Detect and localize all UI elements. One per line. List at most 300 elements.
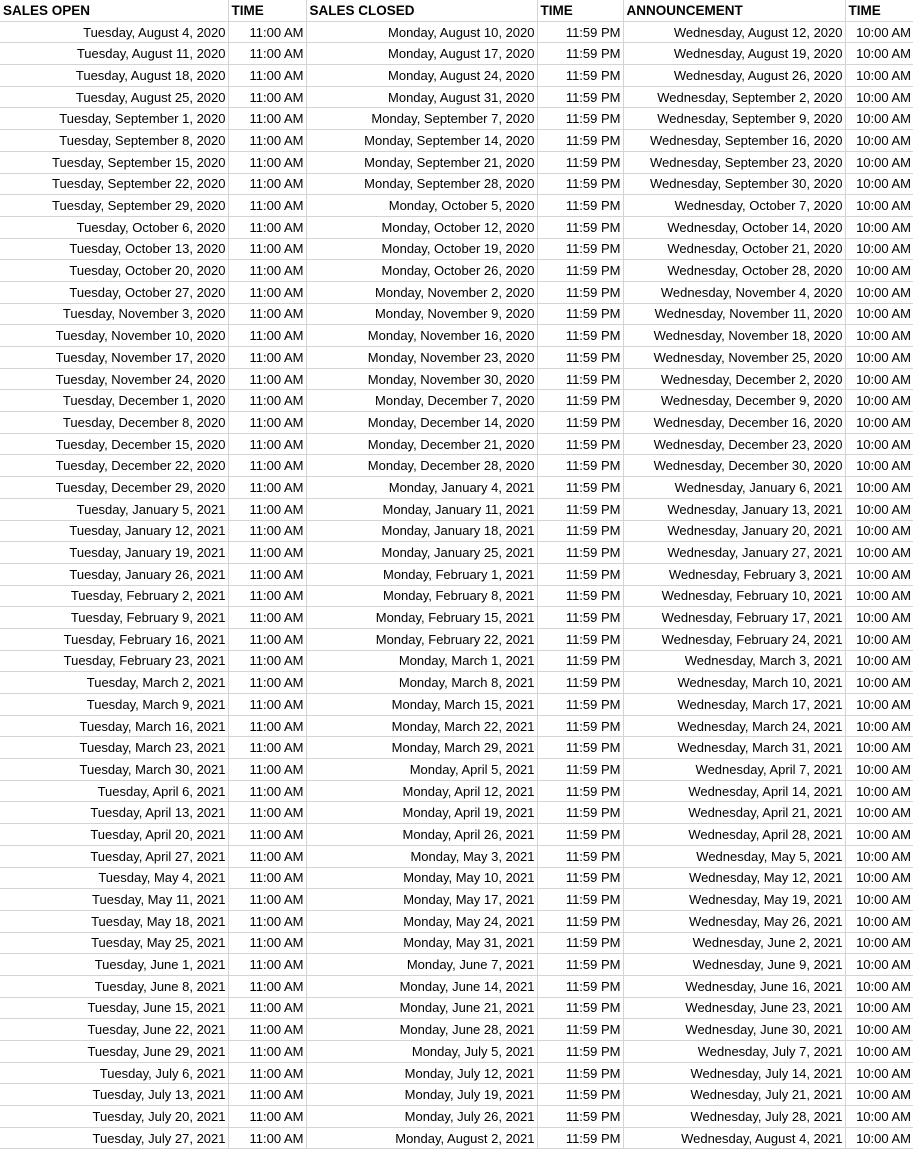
sales-open-time-cell[interactable]: 11:00 AM	[228, 455, 306, 477]
announcement-time-cell[interactable]: 10:00 AM	[845, 108, 913, 130]
header-sales-open-time[interactable]: TIME	[228, 0, 306, 21]
announcement-time-cell[interactable]: 10:00 AM	[845, 563, 913, 585]
sales-closed-time-cell[interactable]: 11:59 PM	[537, 238, 623, 260]
announcement-time-cell[interactable]: 10:00 AM	[845, 845, 913, 867]
sales-open-cell[interactable]: Tuesday, July 20, 2021	[0, 1106, 228, 1128]
announcement-time-cell[interactable]: 10:00 AM	[845, 694, 913, 716]
sales-closed-time-cell[interactable]: 11:59 PM	[537, 585, 623, 607]
announcement-time-cell[interactable]: 10:00 AM	[845, 390, 913, 412]
sales-open-cell[interactable]: Tuesday, December 8, 2020	[0, 412, 228, 434]
sales-closed-time-cell[interactable]: 11:59 PM	[537, 607, 623, 629]
announcement-time-cell[interactable]: 10:00 AM	[845, 173, 913, 195]
announcement-cell[interactable]: Wednesday, April 7, 2021	[623, 759, 845, 781]
sales-closed-cell[interactable]: Monday, February 22, 2021	[306, 628, 537, 650]
sales-open-time-cell[interactable]: 11:00 AM	[228, 412, 306, 434]
sales-closed-time-cell[interactable]: 11:59 PM	[537, 715, 623, 737]
sales-open-time-cell[interactable]: 11:00 AM	[228, 21, 306, 43]
sales-open-cell[interactable]: Tuesday, September 8, 2020	[0, 130, 228, 152]
sales-open-time-cell[interactable]: 11:00 AM	[228, 585, 306, 607]
announcement-cell[interactable]: Wednesday, December 16, 2020	[623, 412, 845, 434]
sales-closed-cell[interactable]: Monday, October 12, 2020	[306, 216, 537, 238]
sales-open-time-cell[interactable]: 11:00 AM	[228, 1019, 306, 1041]
sales-open-cell[interactable]: Tuesday, August 4, 2020	[0, 21, 228, 43]
announcement-cell[interactable]: Wednesday, December 23, 2020	[623, 433, 845, 455]
announcement-cell[interactable]: Wednesday, October 28, 2020	[623, 260, 845, 282]
header-sales-open[interactable]: SALES OPEN	[0, 0, 228, 21]
sales-closed-cell[interactable]: Monday, November 16, 2020	[306, 325, 537, 347]
sales-open-time-cell[interactable]: 11:00 AM	[228, 195, 306, 217]
announcement-cell[interactable]: Wednesday, August 12, 2020	[623, 21, 845, 43]
announcement-time-cell[interactable]: 10:00 AM	[845, 1019, 913, 1041]
sales-closed-time-cell[interactable]: 11:59 PM	[537, 672, 623, 694]
sales-open-time-cell[interactable]: 11:00 AM	[228, 1127, 306, 1149]
sales-closed-cell[interactable]: Monday, October 5, 2020	[306, 195, 537, 217]
announcement-cell[interactable]: Wednesday, June 16, 2021	[623, 975, 845, 997]
sales-open-cell[interactable]: Tuesday, February 2, 2021	[0, 585, 228, 607]
announcement-cell[interactable]: Wednesday, October 21, 2020	[623, 238, 845, 260]
sales-open-time-cell[interactable]: 11:00 AM	[228, 932, 306, 954]
sales-closed-cell[interactable]: Monday, March 15, 2021	[306, 694, 537, 716]
sales-closed-cell[interactable]: Monday, March 29, 2021	[306, 737, 537, 759]
sales-closed-cell[interactable]: Monday, May 24, 2021	[306, 910, 537, 932]
sales-closed-time-cell[interactable]: 11:59 PM	[537, 780, 623, 802]
announcement-cell[interactable]: Wednesday, April 28, 2021	[623, 824, 845, 846]
announcement-time-cell[interactable]: 10:00 AM	[845, 130, 913, 152]
sales-open-time-cell[interactable]: 11:00 AM	[228, 281, 306, 303]
sales-closed-time-cell[interactable]: 11:59 PM	[537, 390, 623, 412]
sales-closed-time-cell[interactable]: 11:59 PM	[537, 130, 623, 152]
announcement-time-cell[interactable]: 10:00 AM	[845, 477, 913, 499]
sales-open-cell[interactable]: Tuesday, December 29, 2020	[0, 477, 228, 499]
sales-open-cell[interactable]: Tuesday, December 22, 2020	[0, 455, 228, 477]
announcement-cell[interactable]: Wednesday, August 19, 2020	[623, 43, 845, 65]
announcement-time-cell[interactable]: 10:00 AM	[845, 43, 913, 65]
announcement-cell[interactable]: Wednesday, December 30, 2020	[623, 455, 845, 477]
sales-open-time-cell[interactable]: 11:00 AM	[228, 151, 306, 173]
sales-closed-cell[interactable]: Monday, November 2, 2020	[306, 281, 537, 303]
sales-closed-cell[interactable]: Monday, January 25, 2021	[306, 542, 537, 564]
sales-closed-time-cell[interactable]: 11:59 PM	[537, 737, 623, 759]
announcement-time-cell[interactable]: 10:00 AM	[845, 997, 913, 1019]
sales-closed-cell[interactable]: Monday, October 19, 2020	[306, 238, 537, 260]
announcement-cell[interactable]: Wednesday, July 21, 2021	[623, 1084, 845, 1106]
sales-closed-cell[interactable]: Monday, July 19, 2021	[306, 1084, 537, 1106]
sales-open-time-cell[interactable]: 11:00 AM	[228, 1106, 306, 1128]
sales-open-time-cell[interactable]: 11:00 AM	[228, 1062, 306, 1084]
sales-closed-time-cell[interactable]: 11:59 PM	[537, 563, 623, 585]
sales-closed-time-cell[interactable]: 11:59 PM	[537, 86, 623, 108]
sales-closed-time-cell[interactable]: 11:59 PM	[537, 412, 623, 434]
announcement-time-cell[interactable]: 10:00 AM	[845, 802, 913, 824]
sales-closed-time-cell[interactable]: 11:59 PM	[537, 628, 623, 650]
sales-closed-cell[interactable]: Monday, February 15, 2021	[306, 607, 537, 629]
sales-closed-cell[interactable]: Monday, December 28, 2020	[306, 455, 537, 477]
announcement-time-cell[interactable]: 10:00 AM	[845, 759, 913, 781]
announcement-cell[interactable]: Wednesday, January 27, 2021	[623, 542, 845, 564]
sales-closed-cell[interactable]: Monday, December 7, 2020	[306, 390, 537, 412]
announcement-time-cell[interactable]: 10:00 AM	[845, 325, 913, 347]
sales-open-cell[interactable]: Tuesday, July 27, 2021	[0, 1127, 228, 1149]
sales-closed-cell[interactable]: Monday, November 23, 2020	[306, 347, 537, 369]
announcement-time-cell[interactable]: 10:00 AM	[845, 672, 913, 694]
sales-closed-cell[interactable]: Monday, May 31, 2021	[306, 932, 537, 954]
sales-closed-time-cell[interactable]: 11:59 PM	[537, 477, 623, 499]
sales-closed-time-cell[interactable]: 11:59 PM	[537, 759, 623, 781]
sales-closed-time-cell[interactable]: 11:59 PM	[537, 1106, 623, 1128]
announcement-time-cell[interactable]: 10:00 AM	[845, 824, 913, 846]
announcement-cell[interactable]: Wednesday, July 28, 2021	[623, 1106, 845, 1128]
announcement-time-cell[interactable]: 10:00 AM	[845, 954, 913, 976]
sales-open-time-cell[interactable]: 11:00 AM	[228, 260, 306, 282]
sales-closed-time-cell[interactable]: 11:59 PM	[537, 151, 623, 173]
sales-closed-cell[interactable]: Monday, August 31, 2020	[306, 86, 537, 108]
announcement-time-cell[interactable]: 10:00 AM	[845, 433, 913, 455]
sales-open-cell[interactable]: Tuesday, March 9, 2021	[0, 694, 228, 716]
header-sales-closed-time[interactable]: TIME	[537, 0, 623, 21]
sales-closed-cell[interactable]: Monday, September 7, 2020	[306, 108, 537, 130]
sales-open-cell[interactable]: Tuesday, March 16, 2021	[0, 715, 228, 737]
sales-open-cell[interactable]: Tuesday, June 29, 2021	[0, 1041, 228, 1063]
sales-open-cell[interactable]: Tuesday, May 4, 2021	[0, 867, 228, 889]
sales-open-cell[interactable]: Tuesday, August 11, 2020	[0, 43, 228, 65]
sales-open-cell[interactable]: Tuesday, June 22, 2021	[0, 1019, 228, 1041]
sales-closed-cell[interactable]: Monday, November 9, 2020	[306, 303, 537, 325]
sales-closed-cell[interactable]: Monday, February 8, 2021	[306, 585, 537, 607]
sales-closed-cell[interactable]: Monday, June 7, 2021	[306, 954, 537, 976]
sales-closed-time-cell[interactable]: 11:59 PM	[537, 216, 623, 238]
announcement-time-cell[interactable]: 10:00 AM	[845, 498, 913, 520]
announcement-cell[interactable]: Wednesday, May 26, 2021	[623, 910, 845, 932]
sales-closed-cell[interactable]: Monday, May 10, 2021	[306, 867, 537, 889]
sales-closed-time-cell[interactable]: 11:59 PM	[537, 65, 623, 87]
announcement-cell[interactable]: Wednesday, January 20, 2021	[623, 520, 845, 542]
announcement-cell[interactable]: Wednesday, October 14, 2020	[623, 216, 845, 238]
announcement-cell[interactable]: Wednesday, March 10, 2021	[623, 672, 845, 694]
sales-open-time-cell[interactable]: 11:00 AM	[228, 910, 306, 932]
sales-open-cell[interactable]: Tuesday, April 6, 2021	[0, 780, 228, 802]
announcement-cell[interactable]: Wednesday, August 4, 2021	[623, 1127, 845, 1149]
announcement-cell[interactable]: Wednesday, April 21, 2021	[623, 802, 845, 824]
announcement-cell[interactable]: Wednesday, June 9, 2021	[623, 954, 845, 976]
sales-open-cell[interactable]: Tuesday, December 15, 2020	[0, 433, 228, 455]
sales-open-cell[interactable]: Tuesday, August 18, 2020	[0, 65, 228, 87]
announcement-cell[interactable]: Wednesday, December 2, 2020	[623, 368, 845, 390]
sales-closed-cell[interactable]: Monday, September 14, 2020	[306, 130, 537, 152]
sales-closed-cell[interactable]: Monday, May 17, 2021	[306, 889, 537, 911]
sales-closed-cell[interactable]: Monday, March 8, 2021	[306, 672, 537, 694]
announcement-time-cell[interactable]: 10:00 AM	[845, 21, 913, 43]
sales-closed-time-cell[interactable]: 11:59 PM	[537, 997, 623, 1019]
sales-open-time-cell[interactable]: 11:00 AM	[228, 86, 306, 108]
announcement-cell[interactable]: Wednesday, September 2, 2020	[623, 86, 845, 108]
sales-closed-time-cell[interactable]: 11:59 PM	[537, 1062, 623, 1084]
announcement-time-cell[interactable]: 10:00 AM	[845, 195, 913, 217]
sales-open-time-cell[interactable]: 11:00 AM	[228, 173, 306, 195]
sales-open-time-cell[interactable]: 11:00 AM	[228, 954, 306, 976]
sales-closed-cell[interactable]: Monday, October 26, 2020	[306, 260, 537, 282]
sales-open-cell[interactable]: Tuesday, June 8, 2021	[0, 975, 228, 997]
sales-closed-time-cell[interactable]: 11:59 PM	[537, 325, 623, 347]
sales-open-cell[interactable]: Tuesday, September 22, 2020	[0, 173, 228, 195]
sales-closed-cell[interactable]: Monday, December 21, 2020	[306, 433, 537, 455]
sales-closed-cell[interactable]: Monday, April 5, 2021	[306, 759, 537, 781]
sales-closed-cell[interactable]: Monday, April 19, 2021	[306, 802, 537, 824]
sales-closed-time-cell[interactable]: 11:59 PM	[537, 542, 623, 564]
announcement-time-cell[interactable]: 10:00 AM	[845, 889, 913, 911]
sales-open-time-cell[interactable]: 11:00 AM	[228, 715, 306, 737]
sales-closed-time-cell[interactable]: 11:59 PM	[537, 455, 623, 477]
sales-closed-cell[interactable]: Monday, June 28, 2021	[306, 1019, 537, 1041]
sales-open-cell[interactable]: Tuesday, January 5, 2021	[0, 498, 228, 520]
sales-closed-time-cell[interactable]: 11:59 PM	[537, 433, 623, 455]
sales-open-cell[interactable]: Tuesday, December 1, 2020	[0, 390, 228, 412]
sales-open-time-cell[interactable]: 11:00 AM	[228, 108, 306, 130]
sales-open-time-cell[interactable]: 11:00 AM	[228, 433, 306, 455]
sales-closed-cell[interactable]: Monday, March 22, 2021	[306, 715, 537, 737]
announcement-cell[interactable]: Wednesday, March 31, 2021	[623, 737, 845, 759]
announcement-time-cell[interactable]: 10:00 AM	[845, 216, 913, 238]
sales-open-cell[interactable]: Tuesday, September 29, 2020	[0, 195, 228, 217]
announcement-cell[interactable]: Wednesday, March 3, 2021	[623, 650, 845, 672]
announcement-time-cell[interactable]: 10:00 AM	[845, 715, 913, 737]
sales-closed-time-cell[interactable]: 11:59 PM	[537, 368, 623, 390]
sales-open-time-cell[interactable]: 11:00 AM	[228, 650, 306, 672]
sales-closed-cell[interactable]: Monday, January 11, 2021	[306, 498, 537, 520]
sales-closed-time-cell[interactable]: 11:59 PM	[537, 1127, 623, 1149]
sales-open-cell[interactable]: Tuesday, March 2, 2021	[0, 672, 228, 694]
sales-open-cell[interactable]: Tuesday, January 19, 2021	[0, 542, 228, 564]
announcement-time-cell[interactable]: 10:00 AM	[845, 1106, 913, 1128]
sales-closed-cell[interactable]: Monday, April 12, 2021	[306, 780, 537, 802]
header-sales-closed[interactable]: SALES CLOSED	[306, 0, 537, 21]
sales-closed-cell[interactable]: Monday, December 14, 2020	[306, 412, 537, 434]
announcement-time-cell[interactable]: 10:00 AM	[845, 737, 913, 759]
announcement-cell[interactable]: Wednesday, April 14, 2021	[623, 780, 845, 802]
sales-open-time-cell[interactable]: 11:00 AM	[228, 975, 306, 997]
sales-open-time-cell[interactable]: 11:00 AM	[228, 802, 306, 824]
sales-open-cell[interactable]: Tuesday, February 23, 2021	[0, 650, 228, 672]
sales-closed-time-cell[interactable]: 11:59 PM	[537, 1041, 623, 1063]
sales-closed-time-cell[interactable]: 11:59 PM	[537, 845, 623, 867]
announcement-cell[interactable]: Wednesday, February 17, 2021	[623, 607, 845, 629]
sales-closed-time-cell[interactable]: 11:59 PM	[537, 498, 623, 520]
announcement-cell[interactable]: Wednesday, January 13, 2021	[623, 498, 845, 520]
sales-open-time-cell[interactable]: 11:00 AM	[228, 867, 306, 889]
sales-closed-time-cell[interactable]: 11:59 PM	[537, 954, 623, 976]
sales-closed-time-cell[interactable]: 11:59 PM	[537, 303, 623, 325]
sales-open-cell[interactable]: Tuesday, September 1, 2020	[0, 108, 228, 130]
announcement-cell[interactable]: Wednesday, March 24, 2021	[623, 715, 845, 737]
announcement-time-cell[interactable]: 10:00 AM	[845, 238, 913, 260]
sales-open-time-cell[interactable]: 11:00 AM	[228, 216, 306, 238]
announcement-time-cell[interactable]: 10:00 AM	[845, 412, 913, 434]
announcement-time-cell[interactable]: 10:00 AM	[845, 455, 913, 477]
sales-open-cell[interactable]: Tuesday, May 11, 2021	[0, 889, 228, 911]
sales-closed-cell[interactable]: Monday, September 21, 2020	[306, 151, 537, 173]
sales-open-time-cell[interactable]: 11:00 AM	[228, 780, 306, 802]
sales-open-time-cell[interactable]: 11:00 AM	[228, 347, 306, 369]
sales-open-time-cell[interactable]: 11:00 AM	[228, 390, 306, 412]
announcement-cell[interactable]: Wednesday, November 11, 2020	[623, 303, 845, 325]
sales-closed-cell[interactable]: Monday, July 12, 2021	[306, 1062, 537, 1084]
sales-closed-time-cell[interactable]: 11:59 PM	[537, 1019, 623, 1041]
sales-open-cell[interactable]: Tuesday, January 26, 2021	[0, 563, 228, 585]
sales-open-cell[interactable]: Tuesday, November 3, 2020	[0, 303, 228, 325]
announcement-time-cell[interactable]: 10:00 AM	[845, 281, 913, 303]
sales-open-time-cell[interactable]: 11:00 AM	[228, 824, 306, 846]
sales-closed-cell[interactable]: Monday, July 26, 2021	[306, 1106, 537, 1128]
sales-open-time-cell[interactable]: 11:00 AM	[228, 368, 306, 390]
announcement-time-cell[interactable]: 10:00 AM	[845, 368, 913, 390]
sales-open-cell[interactable]: Tuesday, April 20, 2021	[0, 824, 228, 846]
announcement-cell[interactable]: Wednesday, September 30, 2020	[623, 173, 845, 195]
sales-open-cell[interactable]: Tuesday, June 15, 2021	[0, 997, 228, 1019]
sales-open-time-cell[interactable]: 11:00 AM	[228, 498, 306, 520]
sales-open-cell[interactable]: Tuesday, June 1, 2021	[0, 954, 228, 976]
sales-open-cell[interactable]: Tuesday, February 9, 2021	[0, 607, 228, 629]
sales-open-time-cell[interactable]: 11:00 AM	[228, 759, 306, 781]
sales-closed-cell[interactable]: Monday, January 18, 2021	[306, 520, 537, 542]
announcement-time-cell[interactable]: 10:00 AM	[845, 347, 913, 369]
announcement-time-cell[interactable]: 10:00 AM	[845, 1041, 913, 1063]
sales-open-time-cell[interactable]: 11:00 AM	[228, 43, 306, 65]
sales-closed-time-cell[interactable]: 11:59 PM	[537, 43, 623, 65]
sales-open-time-cell[interactable]: 11:00 AM	[228, 737, 306, 759]
announcement-time-cell[interactable]: 10:00 AM	[845, 585, 913, 607]
sales-open-time-cell[interactable]: 11:00 AM	[228, 607, 306, 629]
sales-open-time-cell[interactable]: 11:00 AM	[228, 563, 306, 585]
announcement-cell[interactable]: Wednesday, November 4, 2020	[623, 281, 845, 303]
sales-closed-time-cell[interactable]: 11:59 PM	[537, 889, 623, 911]
announcement-cell[interactable]: Wednesday, January 6, 2021	[623, 477, 845, 499]
sales-open-cell[interactable]: Tuesday, August 25, 2020	[0, 86, 228, 108]
sales-open-cell[interactable]: Tuesday, October 27, 2020	[0, 281, 228, 303]
sales-closed-time-cell[interactable]: 11:59 PM	[537, 281, 623, 303]
announcement-time-cell[interactable]: 10:00 AM	[845, 542, 913, 564]
sales-open-cell[interactable]: Tuesday, November 17, 2020	[0, 347, 228, 369]
sales-open-time-cell[interactable]: 11:00 AM	[228, 65, 306, 87]
announcement-cell[interactable]: Wednesday, September 9, 2020	[623, 108, 845, 130]
sales-open-time-cell[interactable]: 11:00 AM	[228, 672, 306, 694]
announcement-time-cell[interactable]: 10:00 AM	[845, 607, 913, 629]
sales-open-cell[interactable]: Tuesday, July 6, 2021	[0, 1062, 228, 1084]
announcement-cell[interactable]: Wednesday, October 7, 2020	[623, 195, 845, 217]
announcement-time-cell[interactable]: 10:00 AM	[845, 975, 913, 997]
sales-open-cell[interactable]: Tuesday, November 10, 2020	[0, 325, 228, 347]
sales-closed-cell[interactable]: Monday, March 1, 2021	[306, 650, 537, 672]
sales-open-cell[interactable]: Tuesday, April 13, 2021	[0, 802, 228, 824]
announcement-cell[interactable]: Wednesday, May 5, 2021	[623, 845, 845, 867]
sales-open-cell[interactable]: Tuesday, May 18, 2021	[0, 910, 228, 932]
sales-open-time-cell[interactable]: 11:00 AM	[228, 694, 306, 716]
sales-open-time-cell[interactable]: 11:00 AM	[228, 997, 306, 1019]
sales-open-cell[interactable]: Tuesday, November 24, 2020	[0, 368, 228, 390]
sales-open-time-cell[interactable]: 11:00 AM	[228, 477, 306, 499]
sales-open-cell[interactable]: Tuesday, March 23, 2021	[0, 737, 228, 759]
header-announcement[interactable]: ANNOUNCEMENT	[623, 0, 845, 21]
sales-closed-time-cell[interactable]: 11:59 PM	[537, 21, 623, 43]
sales-open-time-cell[interactable]: 11:00 AM	[228, 889, 306, 911]
sales-open-time-cell[interactable]: 11:00 AM	[228, 130, 306, 152]
announcement-cell[interactable]: Wednesday, September 16, 2020	[623, 130, 845, 152]
header-announcement-time[interactable]: TIME	[845, 0, 913, 21]
sales-closed-time-cell[interactable]: 11:59 PM	[537, 694, 623, 716]
sales-open-cell[interactable]: Tuesday, July 13, 2021	[0, 1084, 228, 1106]
announcement-time-cell[interactable]: 10:00 AM	[845, 1127, 913, 1149]
sales-closed-time-cell[interactable]: 11:59 PM	[537, 195, 623, 217]
sales-closed-cell[interactable]: Monday, September 28, 2020	[306, 173, 537, 195]
sales-open-time-cell[interactable]: 11:00 AM	[228, 845, 306, 867]
sales-closed-time-cell[interactable]: 11:59 PM	[537, 975, 623, 997]
sales-closed-cell[interactable]: Monday, August 17, 2020	[306, 43, 537, 65]
sales-closed-cell[interactable]: Monday, July 5, 2021	[306, 1041, 537, 1063]
announcement-cell[interactable]: Wednesday, July 7, 2021	[623, 1041, 845, 1063]
announcement-time-cell[interactable]: 10:00 AM	[845, 303, 913, 325]
announcement-cell[interactable]: Wednesday, February 10, 2021	[623, 585, 845, 607]
sales-open-time-cell[interactable]: 11:00 AM	[228, 628, 306, 650]
sales-closed-time-cell[interactable]: 11:59 PM	[537, 824, 623, 846]
announcement-time-cell[interactable]: 10:00 AM	[845, 151, 913, 173]
sales-closed-cell[interactable]: Monday, August 24, 2020	[306, 65, 537, 87]
sales-open-time-cell[interactable]: 11:00 AM	[228, 1084, 306, 1106]
sales-open-cell[interactable]: Tuesday, October 6, 2020	[0, 216, 228, 238]
sales-open-cell[interactable]: Tuesday, April 27, 2021	[0, 845, 228, 867]
sales-closed-cell[interactable]: Monday, June 21, 2021	[306, 997, 537, 1019]
sales-closed-time-cell[interactable]: 11:59 PM	[537, 260, 623, 282]
announcement-time-cell[interactable]: 10:00 AM	[845, 86, 913, 108]
sales-closed-cell[interactable]: Monday, February 1, 2021	[306, 563, 537, 585]
sales-open-cell[interactable]: Tuesday, March 30, 2021	[0, 759, 228, 781]
sales-closed-cell[interactable]: Monday, November 30, 2020	[306, 368, 537, 390]
sales-closed-time-cell[interactable]: 11:59 PM	[537, 867, 623, 889]
announcement-cell[interactable]: Wednesday, September 23, 2020	[623, 151, 845, 173]
sales-closed-cell[interactable]: Monday, January 4, 2021	[306, 477, 537, 499]
announcement-cell[interactable]: Wednesday, February 3, 2021	[623, 563, 845, 585]
announcement-cell[interactable]: Wednesday, December 9, 2020	[623, 390, 845, 412]
sales-closed-time-cell[interactable]: 11:59 PM	[537, 347, 623, 369]
sales-closed-time-cell[interactable]: 11:59 PM	[537, 650, 623, 672]
sales-open-cell[interactable]: Tuesday, September 15, 2020	[0, 151, 228, 173]
announcement-cell[interactable]: Wednesday, November 18, 2020	[623, 325, 845, 347]
announcement-time-cell[interactable]: 10:00 AM	[845, 65, 913, 87]
announcement-time-cell[interactable]: 10:00 AM	[845, 910, 913, 932]
announcement-time-cell[interactable]: 10:00 AM	[845, 260, 913, 282]
sales-open-cell[interactable]: Tuesday, February 16, 2021	[0, 628, 228, 650]
announcement-cell[interactable]: Wednesday, June 30, 2021	[623, 1019, 845, 1041]
announcement-cell[interactable]: Wednesday, July 14, 2021	[623, 1062, 845, 1084]
announcement-time-cell[interactable]: 10:00 AM	[845, 650, 913, 672]
sales-closed-time-cell[interactable]: 11:59 PM	[537, 520, 623, 542]
sales-closed-cell[interactable]: Monday, April 26, 2021	[306, 824, 537, 846]
announcement-time-cell[interactable]: 10:00 AM	[845, 520, 913, 542]
sales-open-time-cell[interactable]: 11:00 AM	[228, 520, 306, 542]
announcement-cell[interactable]: Wednesday, May 12, 2021	[623, 867, 845, 889]
sales-open-time-cell[interactable]: 11:00 AM	[228, 325, 306, 347]
announcement-cell[interactable]: Wednesday, June 23, 2021	[623, 997, 845, 1019]
announcement-time-cell[interactable]: 10:00 AM	[845, 628, 913, 650]
sales-open-time-cell[interactable]: 11:00 AM	[228, 542, 306, 564]
announcement-cell[interactable]: Wednesday, August 26, 2020	[623, 65, 845, 87]
sales-closed-cell[interactable]: Monday, August 10, 2020	[306, 21, 537, 43]
sales-open-cell[interactable]: Tuesday, May 25, 2021	[0, 932, 228, 954]
sales-open-cell[interactable]: Tuesday, October 20, 2020	[0, 260, 228, 282]
sales-closed-cell[interactable]: Monday, August 2, 2021	[306, 1127, 537, 1149]
sales-closed-time-cell[interactable]: 11:59 PM	[537, 108, 623, 130]
announcement-cell[interactable]: Wednesday, March 17, 2021	[623, 694, 845, 716]
announcement-cell[interactable]: Wednesday, February 24, 2021	[623, 628, 845, 650]
sales-closed-time-cell[interactable]: 11:59 PM	[537, 173, 623, 195]
sales-open-cell[interactable]: Tuesday, October 13, 2020	[0, 238, 228, 260]
